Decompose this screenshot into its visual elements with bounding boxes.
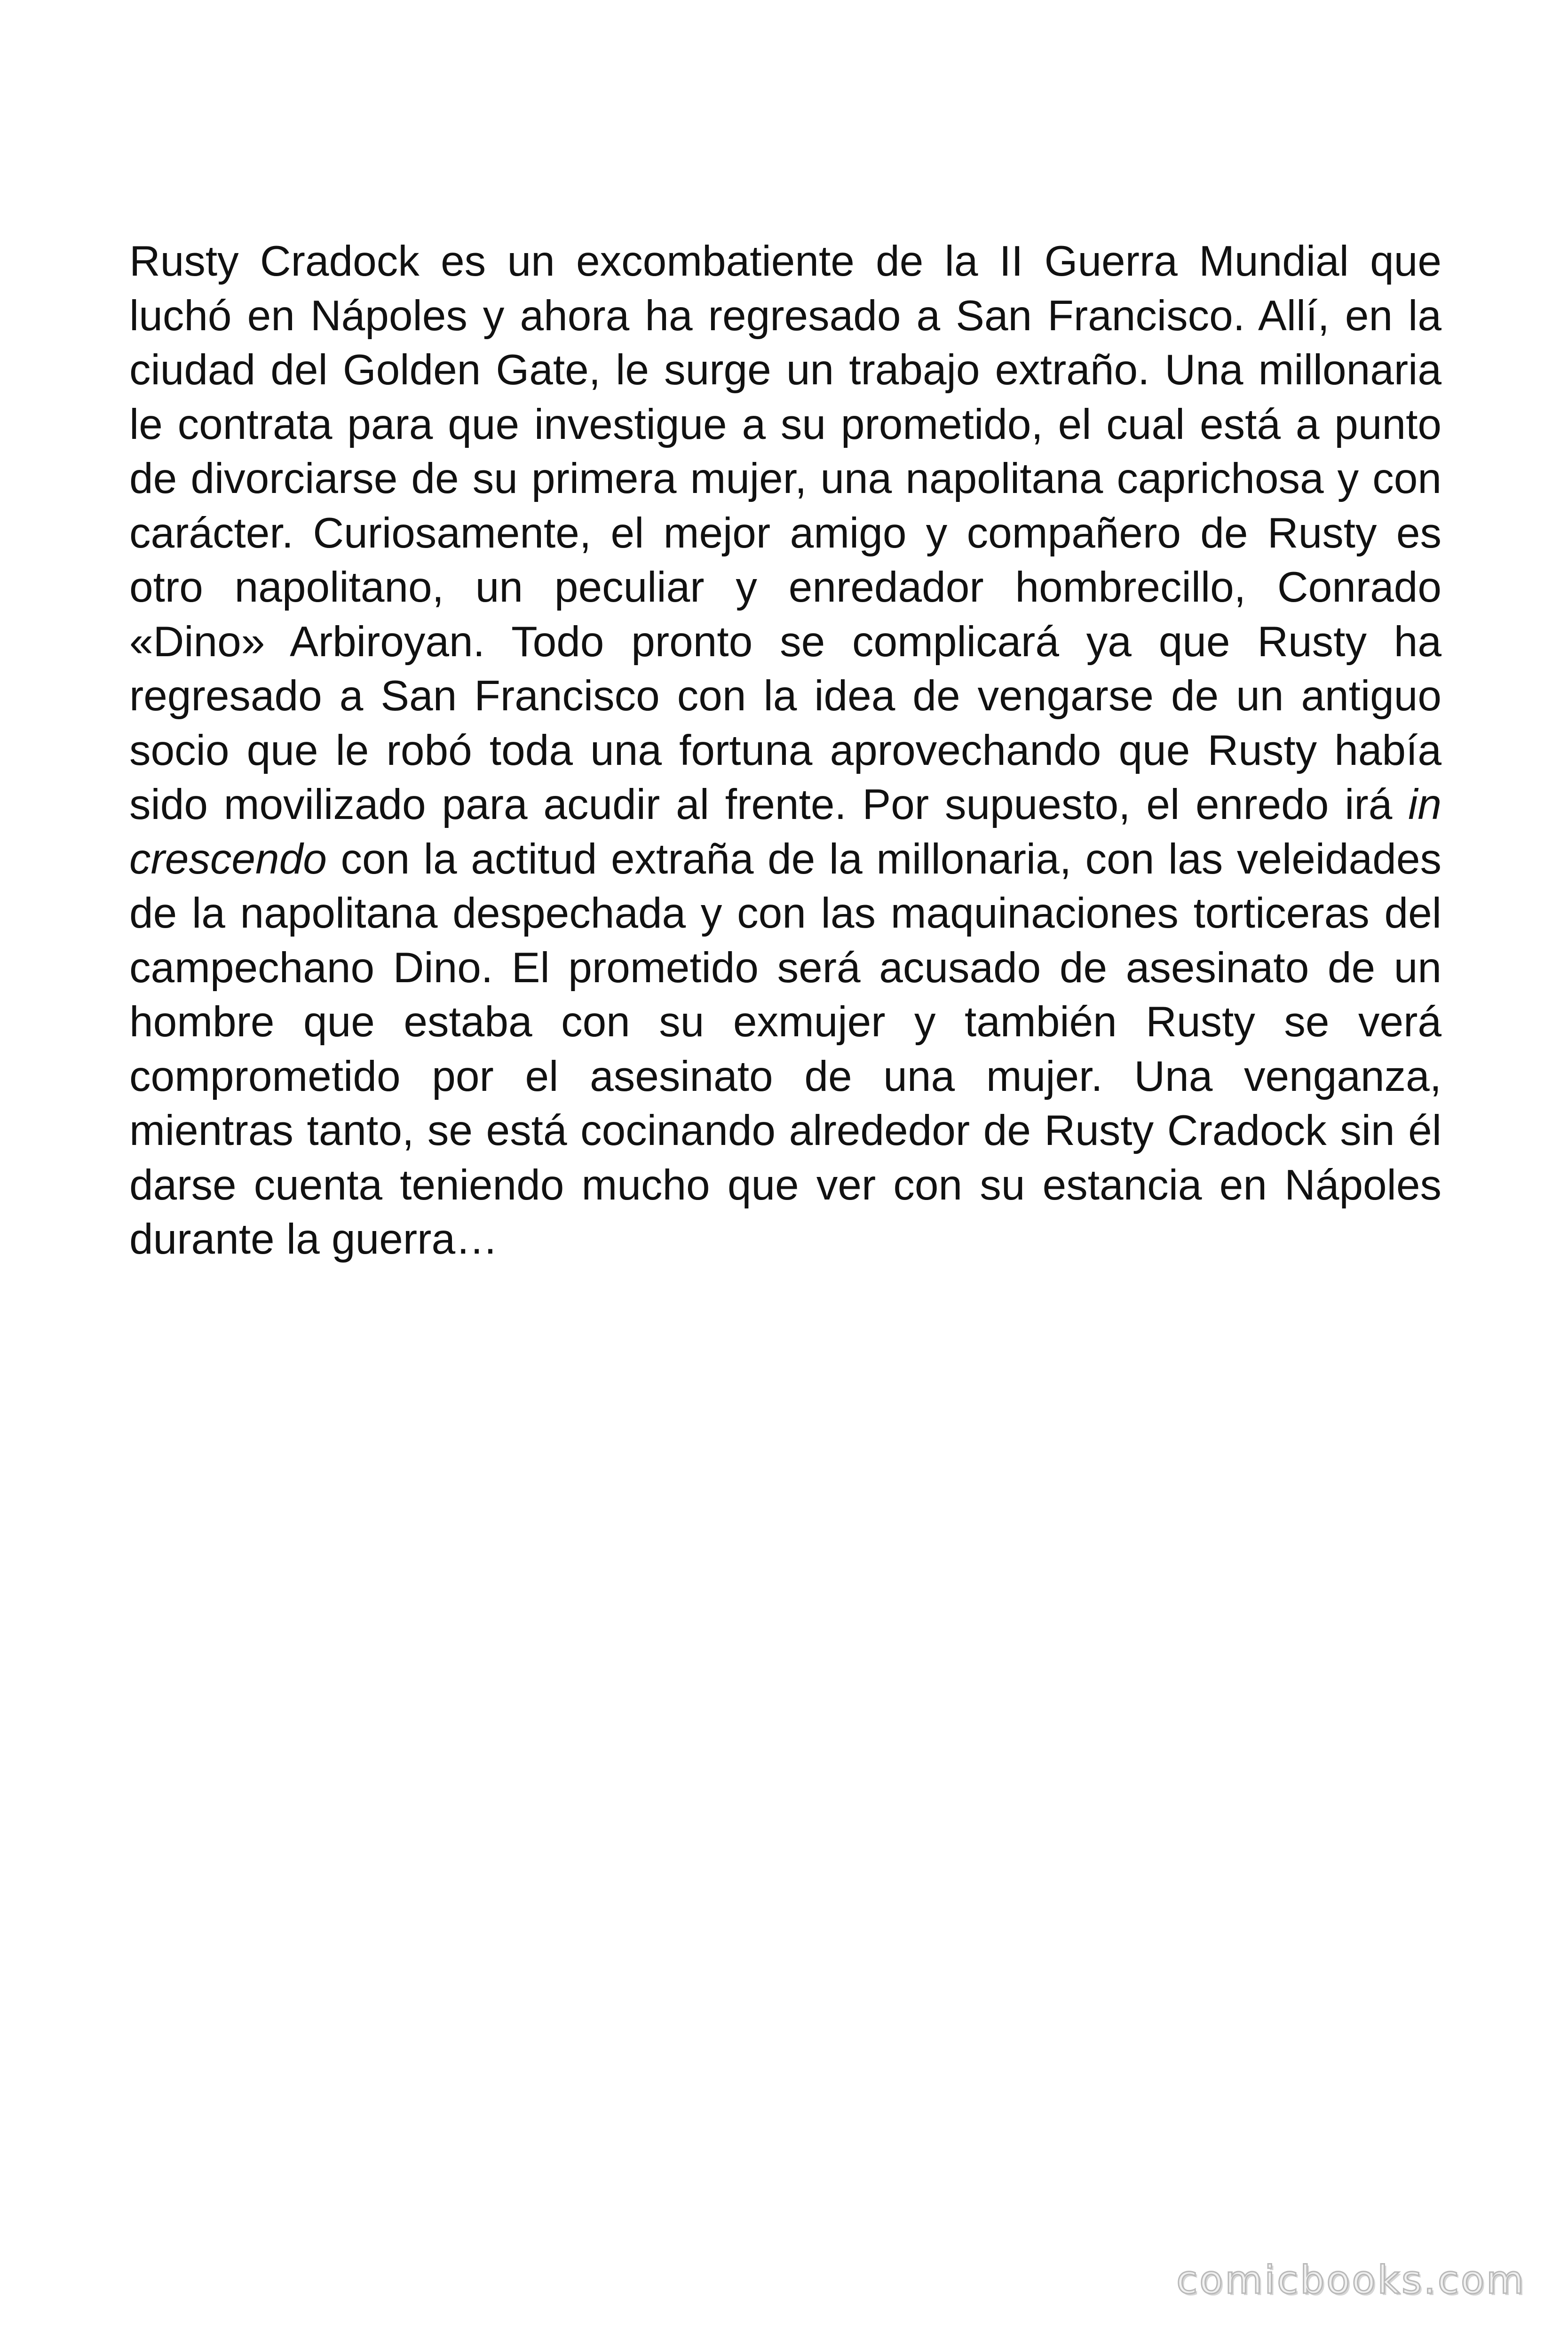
synopsis-text-part-2: con la actitud extraña de la millonaria, con las veleidades de la napolitana despechada y con las maquinaciones torticeras del campechano Dino. El prometido será acusado de asesinato de un hombre que estaba con su exmujer y también Rusty se verá comprometido por el asesinato de una mujer. Una venganza, mientras tanto, se está cocinando alrededor de Rusty Cradock sin él darse cuenta teniendo mucho que ver con su estancia en Nápoles durante la guerra… — [129, 835, 1441, 1263]
synopsis-text-part-1: Rusty Cradock es un excombatiente de la II Guerra Mundial que luchó en Nápoles y ahora ha regresado a San Francisco. Allí, en la ciudad del Golden Gate, le surge un trabajo extraño. Una millonaria le contrata para que investigue a su prometido, el cual está a punto de divorciarse de su primera mujer, una napolitana caprichosa y con carácter. Curiosamente, el mejor amigo y compañero de Rusty es otro napolitano, un peculiar y enredador hombrecillo, Conrado «Dino» Arbiroyan. Todo pronto se complicará ya que Rusty ha regresado a San Francisco con la idea de vengarse de un antiguo socio que le robó toda una fortuna aprovechando que Rusty había sido movilizado para acudir al frente. Por supuesto, el enredo irá — [129, 238, 1441, 828]
synopsis-paragraph — [129, 234, 1441, 1267]
synopsis-italic-phrase: in crescendo — [129, 781, 1441, 883]
watermark-logo: comicbooks.com — [1176, 2258, 1526, 2303]
